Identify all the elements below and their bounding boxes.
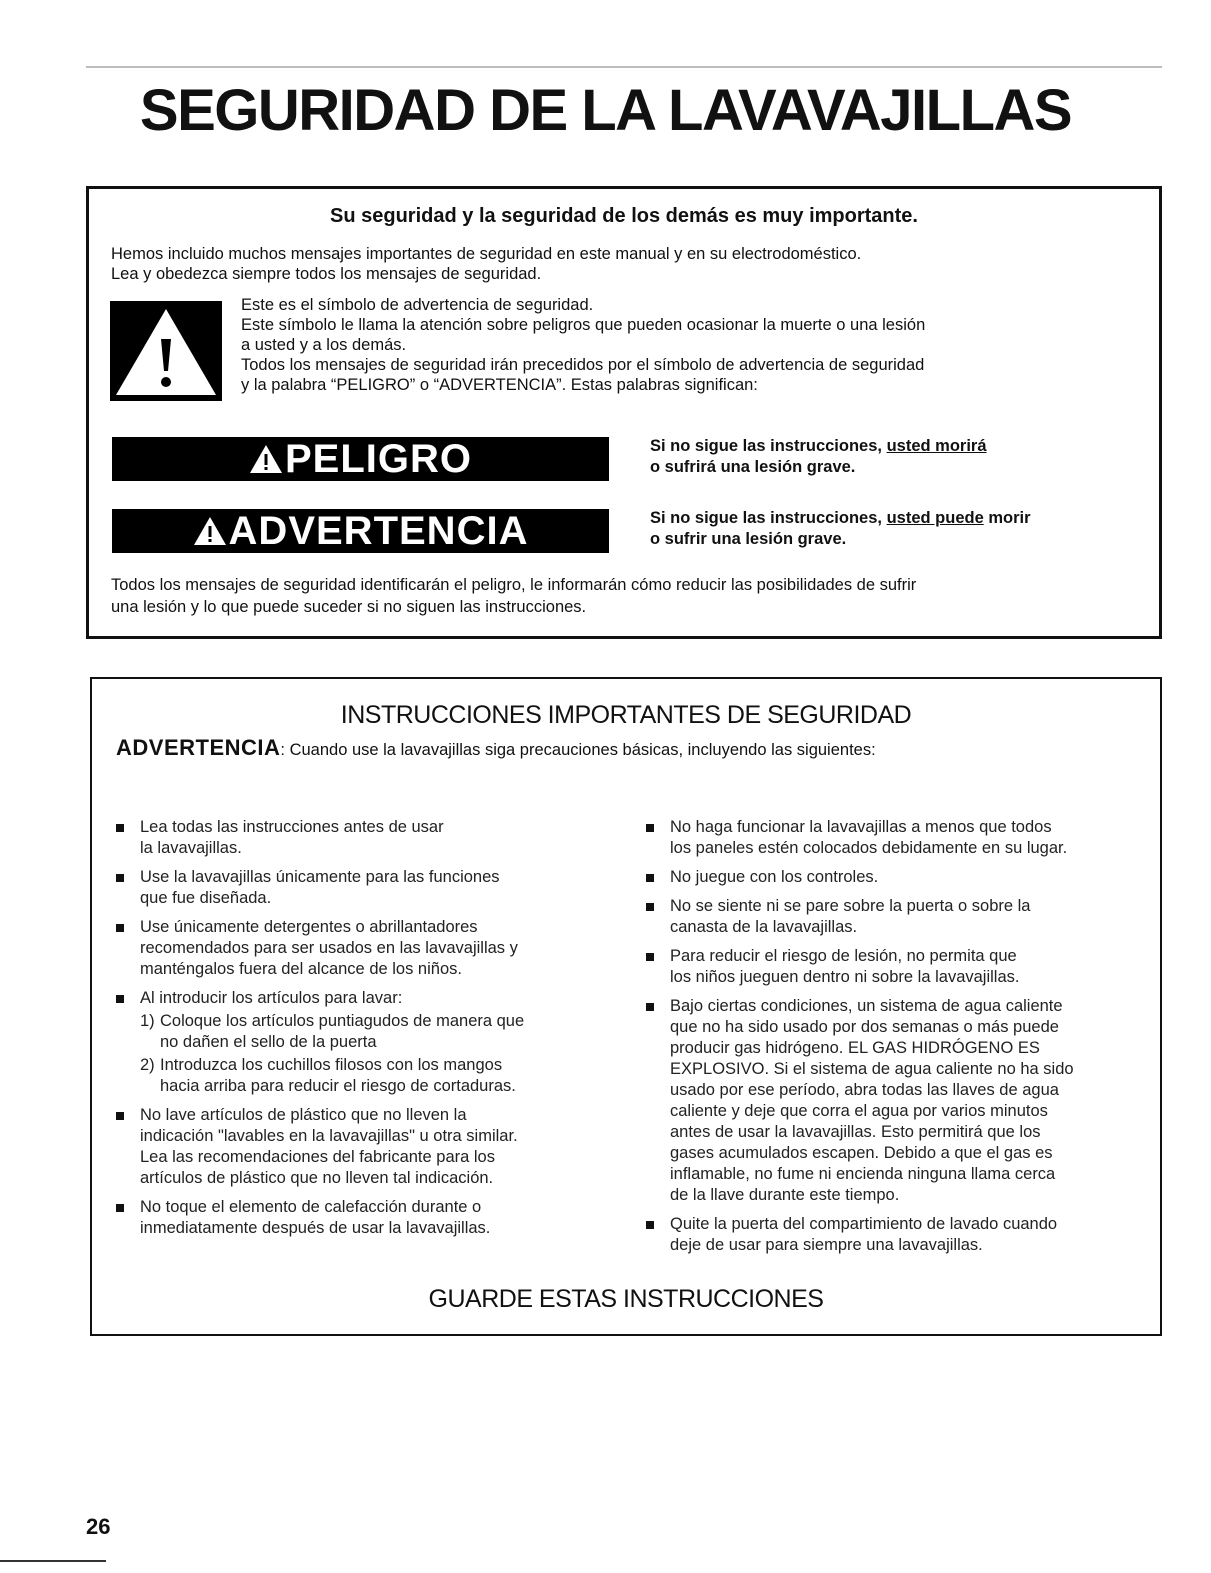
- bullet-icon: [116, 1112, 124, 1120]
- instructions-right-column: [644, 817, 1154, 1264]
- bullet-icon: [646, 953, 654, 961]
- instruction-line: deje de usar para siempre una lavavajillas.: [670, 1236, 983, 1254]
- instruction-line: Use únicamente detergentes o abrillantadores: [140, 918, 478, 936]
- bullet-icon: [646, 1221, 654, 1229]
- warning-text: : Cuando use la lavavajillas siga precauciones básicas, incluyendo las siguientes:: [280, 741, 876, 759]
- instruction-item: [114, 817, 614, 859]
- symbol-text-line: y la palabra “PELIGRO” o “ADVERTENCIA”. Estas palabras significan:: [241, 376, 758, 394]
- symbol-text-line: a usted y a los demás.: [241, 336, 407, 354]
- instruction-line: No lave artículos de plástico que no lleven la: [140, 1106, 467, 1124]
- instruction-line: artículos de plástico que no lleven tal indicación.: [140, 1169, 494, 1187]
- warning-triangle-icon: [249, 439, 283, 483]
- instruction-subitem: [140, 1055, 614, 1097]
- advertencia-desc-text: Si no sigue las instrucciones,: [650, 509, 887, 527]
- important-instructions-box: [90, 677, 1162, 1336]
- bullet-icon: [646, 903, 654, 911]
- bullet-icon: [646, 1003, 654, 1011]
- instruction-subitem: [140, 1011, 614, 1053]
- advertencia-desc-line2: o sufrir una lesión grave.: [650, 530, 847, 548]
- warning-line: [116, 735, 876, 761]
- safety-closing-text: [111, 574, 916, 618]
- safety-intro-line: Lea y obedezca siempre todos los mensajes de seguridad.: [111, 265, 542, 283]
- peligro-desc-text: Si no sigue las instrucciones,: [650, 437, 887, 455]
- advertencia-signal-bar: [112, 509, 609, 553]
- instruction-item: [114, 867, 614, 909]
- peligro-signal-bar: [112, 437, 609, 481]
- symbol-text-line: Este es el símbolo de advertencia de seguridad.: [241, 296, 594, 314]
- instruction-line: los paneles estén colocados debidamente en su lugar.: [670, 839, 1068, 857]
- subitem-line: Coloque los artículos puntiagudos de manera que: [160, 1012, 525, 1030]
- advertencia-desc-post: morir: [983, 509, 1031, 527]
- instruction-line: de la llave durante este tiempo.: [670, 1186, 900, 1204]
- instructions-heading: INSTRUCCIONES IMPORTANTES DE SEGURIDAD: [340, 701, 912, 729]
- advertencia-label: ADVERTENCIA: [228, 509, 529, 553]
- advertencia-desc-underlined: usted puede: [886, 509, 984, 527]
- instruction-line: que fue diseñada.: [140, 889, 272, 907]
- instruction-item: [644, 1214, 1154, 1256]
- instruction-line: Lea las recomendaciones del fabricante para los: [140, 1148, 495, 1166]
- instruction-line: Al introducir los artículos para lavar:: [140, 989, 403, 1007]
- instruction-line: los niños jueguen dentro ni sobre la lavavajillas.: [670, 968, 1020, 986]
- instruction-line: usado por ese período, abra todas las llaves de agua: [670, 1081, 1059, 1099]
- instruction-item: [644, 996, 1154, 1206]
- bullet-icon: [646, 874, 654, 882]
- bullet-icon: [646, 824, 654, 832]
- instruction-item: [644, 867, 1154, 888]
- subitem-number: 1): [140, 1012, 155, 1030]
- instruction-item: [114, 1105, 614, 1189]
- instruction-line: No juegue con los controles.: [670, 868, 879, 886]
- instruction-line: Lea todas las instrucciones antes de usar: [140, 818, 444, 836]
- bullet-icon: [116, 824, 124, 832]
- instruction-line: antes de usar la lavavajillas. Esto permitirá que los: [670, 1123, 1041, 1141]
- instruction-line: Para reducir el riesgo de lesión, no permita que: [670, 947, 1017, 965]
- page-number: 26: [86, 1514, 111, 1539]
- warning-keyword: ADVERTENCIA: [116, 735, 281, 760]
- advertencia-description: [650, 508, 1031, 550]
- bullet-icon: [116, 995, 124, 1003]
- instruction-line: caliente y deje que corra el agua por varios minutos: [670, 1102, 1048, 1120]
- peligro-description: [650, 436, 987, 478]
- footer-rule: [0, 1560, 106, 1562]
- instruction-line: No toque el elemento de calefacción durante o: [140, 1198, 482, 1216]
- safety-heading: Su seguridad y la seguridad de los demás es muy importante.: [330, 205, 918, 227]
- symbol-text-line: Todos los mensajes de seguridad irán precedidos por el símbolo de advertencia de seguridad: [241, 356, 925, 374]
- instruction-line: inflamable, no fume ni encienda ninguna llama cerca: [670, 1165, 1056, 1183]
- instruction-line: recomendados para ser usados en las lavavajillas y: [140, 939, 518, 957]
- bullet-icon: [116, 874, 124, 882]
- instruction-item: [644, 946, 1154, 988]
- subitem-line: hacia arriba para reducir el riesgo de cortaduras.: [160, 1077, 516, 1095]
- safety-intro-line: Hemos incluido muchos mensajes importantes de seguridad en este manual y en su electrodoméstico.: [111, 245, 862, 263]
- top-rule: [86, 66, 1162, 68]
- instruction-line: la lavavajillas.: [140, 839, 242, 857]
- safety-alert-symbol-icon: [110, 301, 222, 401]
- instruction-line: EXPLOSIVO. Si el sistema de agua caliente no ha sido: [670, 1060, 1074, 1078]
- save-instructions-heading: GUARDE ESTAS INSTRUCCIONES: [428, 1285, 824, 1313]
- subitem-number: 2): [140, 1056, 155, 1074]
- closing-line: Todos los mensajes de seguridad identificarán el peligro, le informarán cómo reducir las posibilidades de sufrir: [111, 576, 917, 594]
- instruction-line: que no ha sido usado por dos semanas o más puede: [670, 1018, 1059, 1036]
- instruction-line: Quite la puerta del compartimiento de lavado cuando: [670, 1215, 1058, 1233]
- safety-symbol-explanation: [241, 295, 1121, 395]
- instruction-item: [644, 896, 1154, 938]
- instruction-item: [114, 1197, 614, 1239]
- instruction-item: [114, 917, 614, 980]
- peligro-desc-line2: o sufrirá una lesión grave.: [650, 458, 856, 476]
- instruction-line: inmediatamente después de usar la lavavajillas.: [140, 1219, 491, 1237]
- warning-triangle-icon: [193, 511, 227, 555]
- subitem-line: Introduzca los cuchillos filosos con los mangos: [160, 1056, 503, 1074]
- instruction-line: Bajo ciertas condiciones, un sistema de agua caliente: [670, 997, 1063, 1015]
- instruction-line: producir gas hidrógeno. EL GAS HIDRÓGENO ES: [670, 1039, 1040, 1057]
- safety-message-box: [86, 186, 1162, 639]
- instruction-item: [114, 988, 614, 1097]
- subitem-line: no dañen el sello de la puerta: [160, 1033, 377, 1051]
- instruction-line: gases acumulados escapen. Debido a que el gas es: [670, 1144, 1053, 1162]
- symbol-text-line: Este símbolo le llama la atención sobre peligros que pueden ocasionar la muerte o una lesión: [241, 316, 926, 334]
- peligro-label: PELIGRO: [284, 437, 473, 481]
- bullet-icon: [116, 1204, 124, 1212]
- instruction-line: canasta de la lavavajillas.: [670, 918, 858, 936]
- instruction-line: No haga funcionar la lavavajillas a menos que todos: [670, 818, 1052, 836]
- instruction-item: [644, 817, 1154, 859]
- instruction-line: No se siente ni se pare sobre la puerta o sobre la: [670, 897, 1031, 915]
- page-title: SEGURIDAD DE LA LAVAVAJILLAS: [139, 78, 1072, 143]
- instruction-line: manténgalos fuera del alcance de los niños.: [140, 960, 462, 978]
- peligro-desc-underlined: usted morirá: [886, 437, 987, 455]
- bullet-icon: [116, 924, 124, 932]
- instruction-line: indicación "lavables en la lavavajillas" u otra similar.: [140, 1127, 518, 1145]
- closing-line: una lesión y lo que puede suceder si no siguen las instrucciones.: [111, 598, 587, 616]
- instructions-left-column: [114, 817, 614, 1247]
- instruction-line: Use la lavavajillas únicamente para las funciones: [140, 868, 500, 886]
